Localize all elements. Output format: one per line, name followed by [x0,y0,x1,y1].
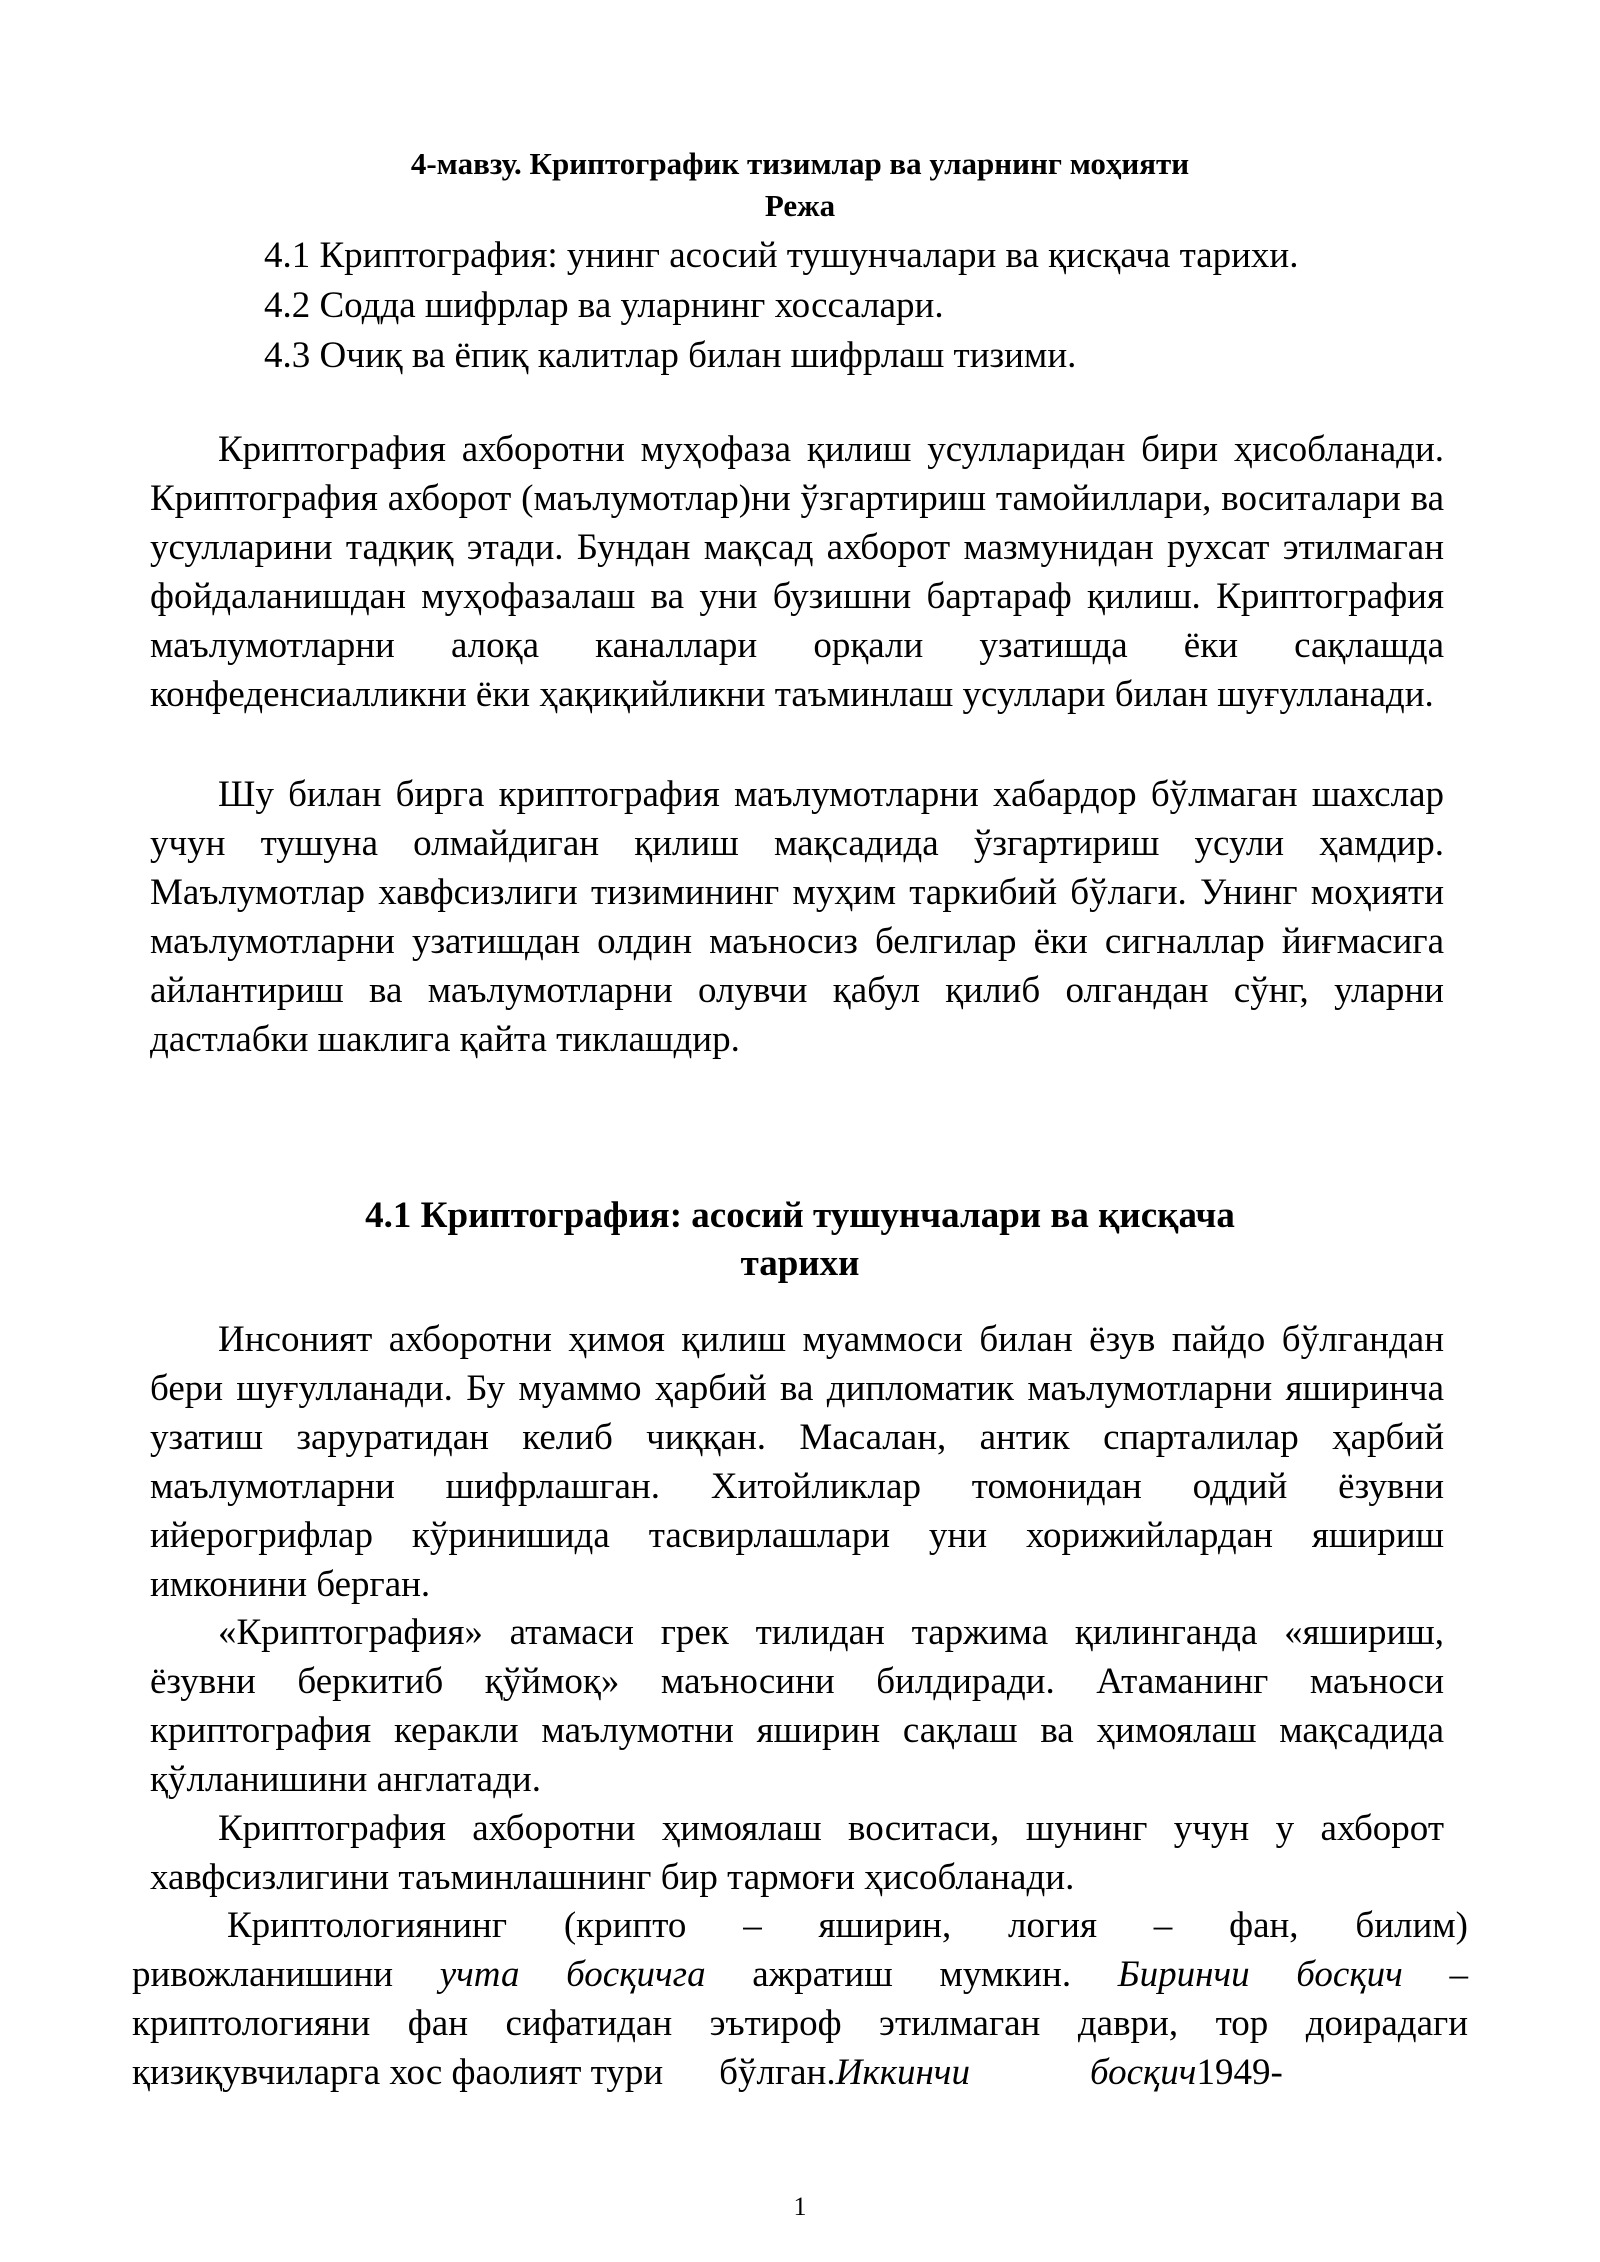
section-heading-line-2: тарихи [740,1243,860,1284]
plan-item-1: 4.1 Криптография: унинг асосий тушунчалари ва қисқача тарихи. [264,235,1299,276]
page-number: 1 [793,2192,807,2221]
plan-item-2: 4.2 Содда шифрлар ва уларнинг хоссалари. [264,285,944,326]
paragraph-4-line-3: криптологияни фан сифатидан эътироф этилмаган даври, тор доирадаги [132,2003,1468,2044]
italic-phrase: учта босқичга [439,1954,706,1995]
intro-paragraph-2: Шу билан бирга криптография маълумотларни хабардор бўлмаган шахслар учун тушуна олмайдиган қилиш мақсадида ўзгартириш усули ҳамдир. Маълумотлар хавфсизлиги тизимининг муҳим таркибий бўлаги. Унинг моҳияти маълумотларни узатишдан олдин маъносиз белгилар ёки сигналлар йиғмасига айлантириш ва маълумотларни олувчи қабул қилиб олгандан сўнг, уларни дастлабки шаклига қайта тиклашдир. [150,774,1444,1060]
intro-paragraph-1: Криптография ахборотни муҳофаза қилиш усулларидан бири ҳисобланади. Криптография ахборот (маълумотлар)ни ўзгартириш тамойиллари, воситалари ва усулларини тадқиқ этади. Бундан мақсад ахборот мазмунидан рухсат этилмаган фойдаланишдан муҳофазалаш ва уни бузишни бартараф қилиш. Криптография маълумотларни алоқа каналлари орқали узатишда ёки сақлашда конфеденсиалликни ёки ҳақиқийликни таъминлаш усуллари билан шуғулланади. [150,429,1444,715]
italic-phrase: босқич [1089,2052,1197,2093]
paragraph-4-line-1: Криптологиянинг (крипто – яширин, логия – фан, билим) [227,1905,1468,1946]
plan-item-3: 4.3 Очиқ ва ёпиқ калитлар билан шифрлаш тизими. [264,335,1077,376]
plan-heading: Режа [764,188,836,223]
paragraph-4-line-2: ривожланишини учта босқичга ажратиш мумкин. Биринчи босқич – [132,1954,1468,1995]
section-paragraph-2: «Криптография» атамаси грек тилидан таржима қилинганда «яшириш, ёзувни беркитиб қўймоқ» маъносини билдиради. Атаманинг маъноси криптография керакли маълумотни яширин сақлаш ва ҳимоялаш мақсадида қўлланишини англатади. [150,1612,1444,1800]
italic-phrase: Иккинчи [835,2052,970,2093]
section-heading-line-1: 4.1 Криптография: асосий тушунчалари ва қисқача [365,1195,1235,1236]
paragraph-4-line-4: қизиқувчиларга хос фаолият тури бўлган.Иккинчи босқич1949- [132,2052,1283,2093]
document-title: 4-мавзу. Криптографик тизимлар ва уларнинг моҳияти [410,146,1190,181]
section-paragraph-3: Криптография ахборотни ҳимоялаш воситаси, шунинг учун у ахборот хавфсизлигини таъминлашнинг бир тармоғи ҳисобланади. [150,1808,1444,1898]
italic-phrase: Биринчи босқич [1117,1954,1403,1995]
section-paragraph-1: Инсоният ахборотни ҳимоя қилиш муаммоси билан ёзув пайдо бўлгандан бери шуғулланади. Бу муаммо ҳарбий ва дипломатик маълумотларни яширинча узатиш заруратидан келиб чиққан. Масалан, антик спарталилар ҳарбий маълумотларни шифрлашган. Хитойликлар томонидан оддий ёзувни ийерогрифлар кўринишида тасвирлашлари уни хорижийлардан яшириш имконини берган. [150,1319,1444,1605]
